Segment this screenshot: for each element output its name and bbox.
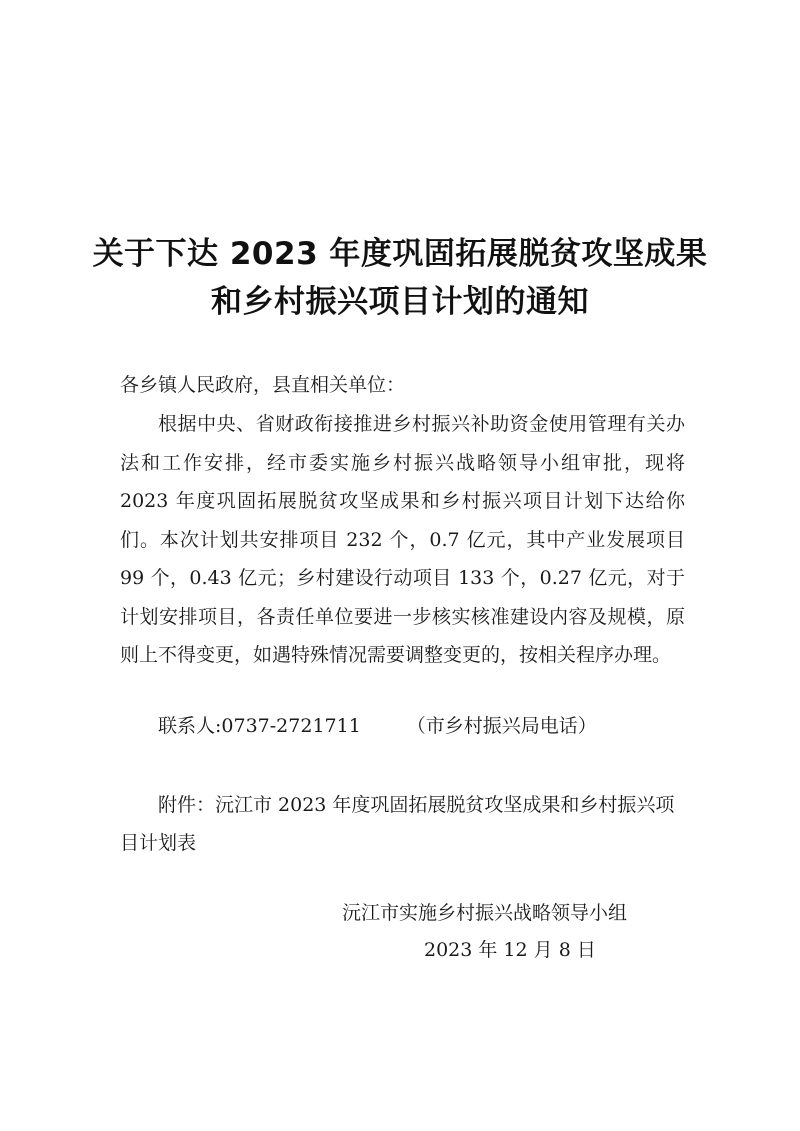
addressee: 各乡镇人民政府，县直相关单位： [120, 374, 406, 396]
body-paragraph: 根据中央、省财政衔接推进乡村振兴补助资金使用管理有关办法和工作安排，经市委实施乡村振兴战略领导小组审批，现将 2023 年度巩固拓展脱贫攻坚成果和乡村振兴项目计划下达给你们。本次计划共安排项目 232 个，0.7 亿元，其中产业发展项目 99 个，0.43 亿元；乡村建设行动项目 133 个，0.27 亿元，对于计划安排项目，各责任单位要进一步核实核准建设内容及规模，原则上不得变更，如遇特殊情况需要调整变更的，按相关程序办理。 [120, 413, 685, 666]
document-title-line-2: 和乡村振兴项目计划的通知 [211, 284, 589, 320]
document-title-line-1: 关于下达 2023 年度巩固拓展脱贫攻坚成果 [92, 236, 708, 272]
issue-date: 2023 年 12 月 8 日 [424, 939, 596, 961]
contact-phone: 联系人:0737-2721711 [158, 715, 361, 737]
attachment-note: 附件：沅江市 2023 年度巩固拓展脱贫攻坚成果和乡村振兴项目计划表 [120, 794, 675, 854]
contact-line [158, 706, 597, 746]
issuer-signature: 沅江市实施乡村振兴战略领导小组 [342, 902, 628, 924]
contact-note: （市乡村振兴局电话） [406, 715, 597, 737]
